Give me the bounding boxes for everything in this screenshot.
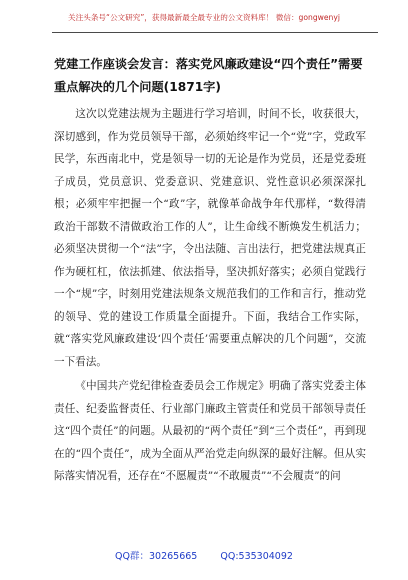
header-promo-text: 关注头条号“公文研究”，获得最新最全最专业的公文资料库！ 微信：gongwenyj [68, 13, 340, 22]
qq-contact: QQ:535304092 [220, 551, 293, 562]
body-paragraph: 这次以党建法规为主题进行学习培训，时间不长，收获很大，深切感到，作为党员领导干部，必须始终牢记一个“党”字，党政军民学，东西南北中，党是领导一切的无论是作为党员，还是党委班子成员，党员意识、党委意识、党建意识、党性意识必须深深扎根；必须牢牢把握一个“政”字，就像革命战争年代那样，“数得清政治干部数不清做政治工作的人”，让生命线不断焕发生机活力；必须坚决贯彻一个“法”字，令出法随、言出法行，把党建法规真正作为硬杠杠，依法抓建、依法指导，坚决抓好落实；必须自觉践行一个“规”字，时刻用党建法规条文规范我们的工作和言行，推动党的领导、党的建设工作质量全面提升。下面，我结合工作实际，就“落实党风廉政建设‘四个责任’需要重点解决的几个问题”，交流一下看法。 [54, 108, 366, 368]
header-divider [52, 32, 378, 33]
body-paragraph: 《中国共产党纪律检查委员会工作规定》明确了落实党委主体责任、纪委监督责任、行业部门廉政主管责任和党员干部领导责任这“四个责任”的问题。从最初的“两个责任”到“三个责任”，再到现在的“四个责任”，成为全面从严治党走向纵深的最好注解。但从实际落实情况看，还存在“不愿履责”“不敢履责”“不会履责”的问 [54, 380, 366, 482]
document-title: 党建工作座谈会发言：落实党风廉政建设“四个责任”需要重点解决的几个问题(1871字) [54, 57, 363, 94]
document-body [54, 103, 366, 490]
page-header [0, 0, 408, 40]
qq-group-contact: QQ群：30265665 [115, 551, 198, 562]
page-footer [0, 548, 408, 562]
